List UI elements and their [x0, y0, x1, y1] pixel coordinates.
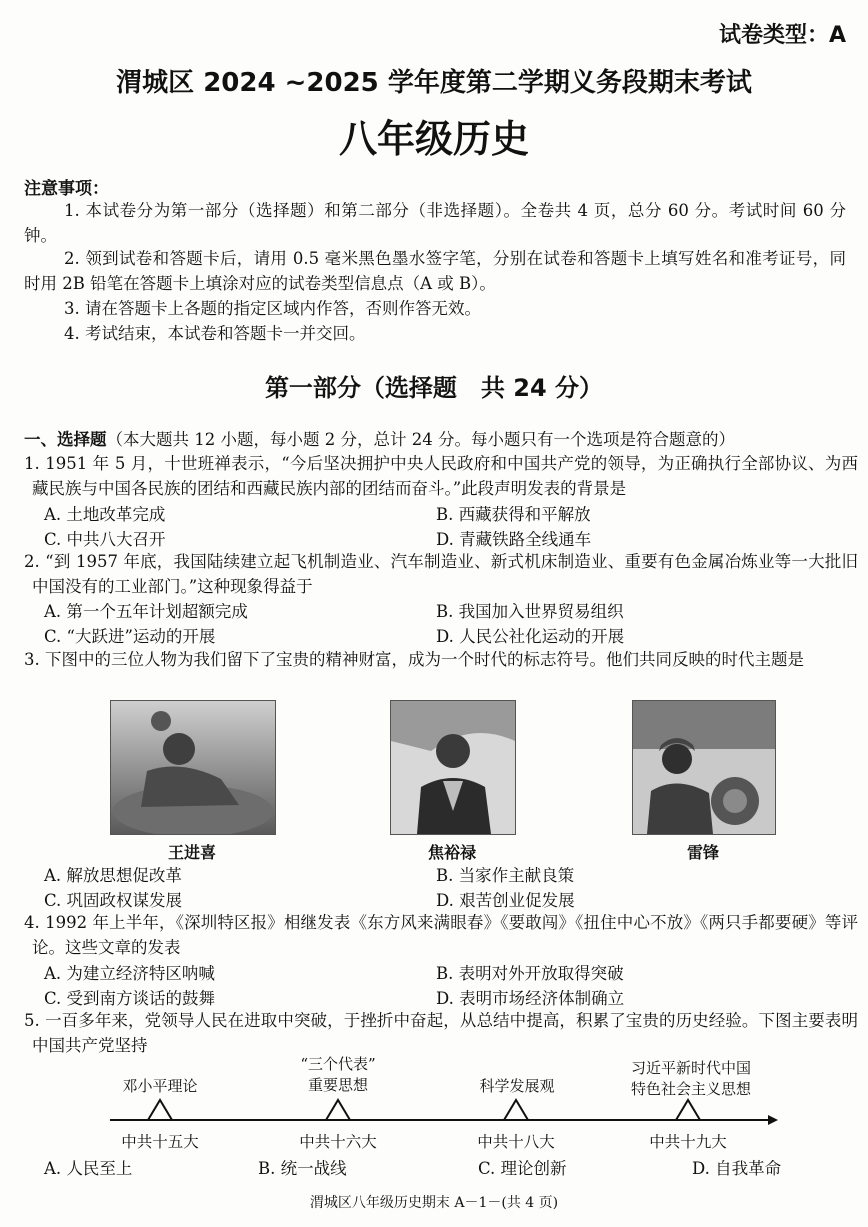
photo-wang-jinxi: [110, 700, 276, 835]
paper-type-label: 试卷类型：A: [718, 23, 846, 48]
timeline-arrow: [100, 1096, 780, 1128]
question-2-stem: 2. “到 1957 年底，我国陆续建立起飞机制造业、汽车制造业、新式机床制造业、重要有色金属冶炼业等一大批旧中国没有的工业部门。”这种现象得益于: [24, 552, 858, 596]
question-3-option-a: A. 解放思想促改革: [44, 866, 182, 885]
section-label: 一、选择题: [24, 430, 107, 449]
notice-item-2: 2. 领到试卷和答题卡后，请用 0.5 毫米黑色墨水签字笔，分别在试卷和答题卡上填写姓名和准考证号，同时用 2B 铅笔在答题卡上填涂对应的试卷类型信息点（A 或 B）。: [24, 249, 846, 293]
question-4-option-c: C. 受到南方谈话的鼓舞: [44, 989, 216, 1008]
photo-jiao-yulu: [390, 700, 516, 835]
notice-item-3: 3. 请在答题卡上各题的指定区域内作答，否则作答无效。: [64, 299, 481, 318]
part-one-title: 第一部分（选择题 共 24 分）: [264, 374, 604, 402]
notice-heading: 注意事项：: [24, 179, 109, 199]
photo-lei-feng: [632, 700, 776, 835]
photo-caption-1: 王进喜: [167, 843, 216, 862]
question-2-option-c: C. “大跃进”运动的开展: [44, 627, 216, 646]
question-4-option-a: A. 为建立经济特区呐喊: [44, 964, 215, 983]
question-3-stem: 3. 下图中的三位人物为我们留下了宝贵的精神财富，成为一个时代的标志符号。他们共同反映的时代主题是: [24, 650, 804, 669]
question-3-option-c: C. 巩固政权谋发展: [44, 891, 183, 910]
question-4-option-b: B. 表明对外开放取得突破: [436, 964, 624, 983]
question-1-option-c: C. 中共八大召开: [44, 530, 166, 549]
question-5-stem: 5. 一百多年来，党领导人民在进取中突破，于挫折中奋起，从总结中提高，积累了宝贵的历史经验。下图主要表明中国共产党坚持: [24, 1011, 858, 1055]
timeline-congress-1: 中共十五大: [121, 1133, 199, 1151]
question-2-option-a: A. 第一个五年计划超额完成: [44, 602, 248, 621]
question-1-stem: 1. 1951 年 5 月，十世班禅表示，“今后坚决拥护中央人民政府和中国共产党的领导，为正确执行全部协议、为西藏民族与中国各民族的团结和西藏民族内部的团结而奋斗。”此段声明发表的背景是: [24, 454, 858, 498]
question-1-option-b: B. 西藏获得和平解放: [436, 505, 591, 524]
timeline-theory-3: 科学发展观: [479, 1077, 555, 1095]
question-1-option-a: A. 土地改革完成: [44, 505, 166, 524]
question-2-option-d: D. 人民公社化运动的开展: [436, 627, 625, 646]
timeline-congress-4: 中共十九大: [649, 1133, 727, 1151]
question-2-option-b: B. 我国加入世界贸易组织: [436, 602, 624, 621]
timeline-theory-1: 邓小平理论: [122, 1077, 198, 1095]
photo-caption-2: 焦裕禄: [427, 843, 476, 862]
exam-title: 渭城区 2024 ~2025 学年度第二学期义务段期末考试: [116, 68, 752, 98]
question-4-option-d: D. 表明市场经济体制确立: [436, 989, 625, 1008]
question-3-option-d: D. 艰苦创业促发展: [436, 891, 575, 910]
question-5-option-a: A. 人民至上: [44, 1159, 133, 1178]
question-5-option-c: C. 理论创新: [478, 1159, 567, 1178]
notice-item-4: 4. 考试结束，本试卷和答题卡一并交回。: [64, 324, 366, 343]
timeline-congress-2: 中共十六大: [299, 1133, 377, 1151]
photo-caption-3: 雷锋: [686, 843, 719, 862]
notice-item-1: 1. 本试卷分为第一部分（选择题）和第二部分（非选择题）。全卷共 4 页，总分 60 分。考试时间 60 分钟。: [24, 201, 846, 245]
section-heading: [24, 426, 735, 450]
question-5-option-b: B. 统一战线: [258, 1159, 347, 1178]
page-footer: 渭城区八年级历史期末 A－1－(共 4 页): [309, 1195, 559, 1211]
section-instruction: （本大题共 12 小题，每小题 2 分，总计 24 分。每小题只有一个选项是符合题意的）: [106, 430, 735, 449]
question-4-stem: 4. 1992 年上半年，《深圳特区报》相继发表《东方风来满眼春》《要敢闯》《扭住中心不放》《两只手都要硬》等评论。这些文章的发表: [24, 913, 858, 957]
timeline-congress-3: 中共十八大: [477, 1133, 555, 1151]
timeline-theory-2: “三个代表” 重要思想: [300, 1055, 376, 1094]
subject-title: 八年级历史: [338, 117, 529, 161]
question-3-option-b: B. 当家作主献良策: [436, 866, 575, 885]
timeline-theory-4: 习近平新时代中国 特色社会主义思想: [630, 1059, 751, 1098]
question-1-option-d: D. 青藏铁路全线通车: [436, 530, 592, 549]
question-5-option-d: D. 自我革命: [692, 1159, 782, 1178]
